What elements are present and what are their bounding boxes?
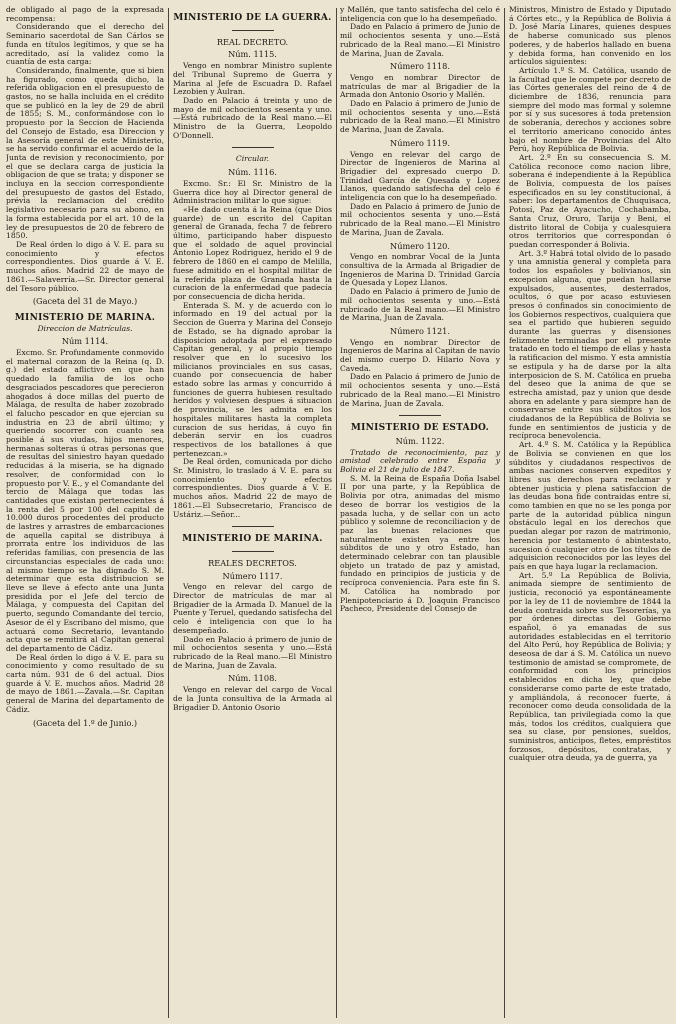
decree-number: Número 1117. xyxy=(222,570,283,581)
separator-rule xyxy=(232,526,274,527)
separator-rule xyxy=(232,30,274,31)
separator-rule xyxy=(232,551,274,552)
paragraph: Dado en Palacio á treinta y uno de mayo de mil ochocientos sesenta y uno.—Está rubricado de la Real mano.—El Ministro de la Guerra, Leopoldo O'Donnell. xyxy=(173,95,332,140)
paragraph: Dado en Palacio á primero de Junio de mil ochocientos sesenta y uno.—Está rubricado de la Real mano.—El Ministro de Marina, Juan de Zavala. xyxy=(340,22,500,58)
caption-line: (Gaceta del 31 de Mayo.) xyxy=(32,296,138,307)
paragraph: Vengo en nombrar Director de matrículas de mar al Brigadier de la Armada don Antonio Osorio y Mallén. xyxy=(340,72,500,100)
paragraph: Considerando, finalmente, que si bien ha figurado, como queda dicho, la referida obligacion en el presupuesto de gastos, no se halla incluida en el crédito que se publicó en la ley de 29 de abril de 1855; S. M., conformándose con lo propuesto por la Seccion de Hacienda del Consejo de Estado, esa Direccion y la Asesoría general de este Ministerio, se ha servido confirmar el acuerdo de la Junta de revision y reconocimiento, por el que se declara carga de justicia la obligacion de que se trata; y disponer se incluya en la seccion correspondiente del presupuesto de gastos del Estado, prévia la reclamacion del crédito legislativo necesario para su abono, en la forma establecida por el art. 10 de la ley de presupuestos de 20 de febrero de 1850. xyxy=(6,65,164,241)
paragraph: Art. 4.º S. M. Católica y la República de Bolivia se convienen en que los súbditos y ciudadanos respectivos de ambas naciones conserven expeditos y libres sus derechos para reclamar y obtener justicia y plena satisfaccion de las deudas bona fide contraidas entre sí, como tambien en que no se les ponga por parte de la autoridad pública ningun obstáculo legal en los derechos que puedan alegar por razon de matrimonio, herencia por testamento ó abintestato, sucesion ó cualquier otro de los títulos de adquisicion reconocidos por las leyes del país en que haya lugar la reclamacion. xyxy=(509,440,671,571)
section-heading: MINISTERIO DE MARINA. xyxy=(182,534,323,545)
decree-number: Núm. 1122. xyxy=(395,435,445,446)
paragraph: Vengo en nombrar Director de Ingenieros de Marina al Capitan de navío del mismo cuerpo D. Hilario Nova y Caveda. xyxy=(340,337,500,373)
paragraph: Dado en Palacio á primero de Junio de mil ochocientos sesenta y uno.—Está rubricado de la Real mano.—El Ministro de Marina, Juan de Zavala. xyxy=(340,372,500,408)
section-heading: MINISTERIO DE LA GUERRA. xyxy=(173,13,332,23)
paragraph: Excmo. Sr.: El Sr. Ministro de la Guerra dice hoy al Director general de Administracion militar lo que sigue: xyxy=(173,178,332,206)
paragraph: Enterada S. M. y de acuerdo con lo informado en 19 del actual por la Seccion de Guerra y Marina del Consejo de Estado, se ha dignado aprobar la disposicion adoptada por el expresado Capitan general, y al propio tiempo resolver que en lo sucesivo los milicianos provinciales en sus casas, cuando por consecuencia de haber estado sobre las armas y concurrido á funciones de guerra hubiesen resultado heridos y volviesen despues á situacion de provincia, se les admita en los hospitales militares hasta la completa curacion de sus heridas, á cuyo fin deberán servir en los cuadros respectivos de los batallones á que pertenezcan.» xyxy=(173,300,332,458)
section-subheading: Direccion de Matrículas. xyxy=(37,323,133,333)
paragraph: Art. 2.º En su consecuencia S. M. Católica reconoce como nacion libre, soberana é independiente á la República de Bolivia, compuesta de los países especificados en su ley constitucional, á saber: los departamentos de Chuquisaca, Potosí, Paz de Ayacucho, Cochabamba, Santa Cruz, Oruro, Tarija y Beni, el distrito litoral de Cobija y cualesquiera otros territorios que correspondan ó puedan corresponder á Bolivia. xyxy=(509,152,671,249)
section-subheading: Circular. xyxy=(235,154,270,164)
paragraph: Excmo. Sr. Profundamente conmovido el maternal corazon de la Reina (q. D. g.) del estado aflictivo en que han quedado la familia de los ocho desgraciados pescadores que perecieron ahogados á doce millas del puerto de Málaga, de resulta de haber zozobrado el falucho pescador en que ejercian su industria en 23 de abril último; y queriendo socorrer con cuanto sea posible á sus viudas, hijos menores, hermanas solteras ú otras personas que de resultas del siniestro hayan quedado reducidas á la miseria, se ha dignado resolver, de conformidad con lo propuesto por V. E., y el Comandante del tercio de Málaga que todas las cantidades que existan pertenecientes á la renta del 5 por 100 del capital de 10.000 duros procedentes del producto de lastres y arrastres de embarcaciones de aquella capital se distribuya á prorrata entre los individuos de las referidas familias, con presencia de las circunstancias especiales de cada uno: al mismo tiempo se ha dignado S. M. determinar que esta distribucion se lleve se lleve á efecto ante una Junta presidida por el Jefe del tercio de Málaga, y compuesta del Capitan del puerto, segundo Comandante del tercio, Asesor de él y Escribano del mismo, que actuará como Secretario, levantando acta que se remitirá al Capitan general del departamento de Cádiz. xyxy=(6,348,164,653)
paragraph: Vengo en nombrar Ministro suplente del Tribunal Supremo de Guerra y Marina al Jefe de Escuadra D. Rafael Lezobien y Aulran. xyxy=(173,61,332,97)
decree-number: Número 1119. xyxy=(390,137,450,148)
paragraph: Dado en Palacio á primero de Junio de mil ochocientos sesenta y uno.—Está rubricado de la Real mano.—El Ministro de Marina, Juan de Zavala. xyxy=(340,287,500,323)
decree-number: Número 1121. xyxy=(390,325,450,336)
separator-rule xyxy=(232,147,274,148)
paragraph: Dado en Palacio á primero de junio de mil ochocientos sesenta y uno.—Está rubricado de la Real mano.—El Ministro de Marina, Juan de Zavala. xyxy=(173,634,332,670)
paragraph: Dado en Palacio á primero de Junio de mil ochocientos sesenta y uno.—Está rubricado de la Real mano.—El Ministro de Marina, Juan de Zavala. xyxy=(340,201,500,237)
paragraph: Vengo en relevar del cargo de Director de matrículas de mar al Brigadier de la Armada D. Manuel de la Puente y Teruel, quedando satisfecha del celo é inteligencia con que lo ha desempeñado. xyxy=(173,582,332,635)
column-1 xyxy=(6,6,164,1020)
paragraph: Considerando que el derecho del Seminario sacerdotal de San Cárlos se funda en títulos legítimos, y que se ha acreditado, así la validez como la cuantía de esta carga: xyxy=(6,22,164,67)
column-4 xyxy=(509,6,671,1020)
paragraph: De Real órden lo digo á V. E. para su conocimiento y efectos correspondientes. Dios guarde á V. E. muchos años. Madrid 22 de mayo de 1861.—Salaverría.—Sr. Director general del Tesoro público. xyxy=(6,239,164,293)
section-heading: MINISTERIO DE ESTADO. xyxy=(350,423,490,434)
column-rule xyxy=(504,8,505,1018)
decree-number: Núm 1114. xyxy=(61,336,109,347)
caption-line: REAL DECRETO. xyxy=(216,36,289,47)
section-heading: MINISTERIO DE MARINA. xyxy=(14,312,156,323)
paragraph: Vengo en relevar del cargo de Vocal de la Junta consultiva de la Armada al Brigadier D. Antonio Osorio xyxy=(173,685,332,712)
paragraph: y Mallén, que tanto satisfecha del celo é inteligencia con que lo ha desempeñado. xyxy=(340,6,500,23)
paragraph: Vengo en relevar del cargo de Director de Ingenieros de Marina al Brigadier del expresado cuerpo D. Trinidad García de Quesada y Lopez Llanos, quedando satisfecha del celo é inteligencia con que lo ha desempeñado. xyxy=(340,149,500,203)
decree-number: Núm. 1116. xyxy=(228,167,277,178)
column-rule xyxy=(168,8,169,1018)
paragraph: Art. 5.º La República de Bolivia, animada siempre de sentimiento de justicia, reconoció ya espontáneamente por la ley de 11 de noviembre de 1844 la deuda contraida sobre sus Tesorerías, ya por órdenes directas del Gobierno español, ó ya emanadas de sus autoridades establecidas en el territorio del Alto Perú, hoy República de Bolivia; y deseosa de dar á S. M. Católica un nuevo testimonio de amistad se compromete, de conformidad con los principios establecidos en dicha ley, que debe considerarse como parte de este tratado, y ampliándola, á reconocer fuerte, á reconocer como deuda consolidada de la República, tan privilegiada como la que más, todos los créditos, cualquiera que sea su clase, por pensiones, sueldos, suministros, anticipos, fletes, empréstitos forzosos, depósitos, contratas, y cualquier otra deuda, ya de guerra, ya xyxy=(509,570,671,763)
paragraph: S. M. la Reina de España Doña Isabel II por una parte, y la República de Bolivia por otra, animadas del mismo deseo de borrar los vestigios de la pasada lucha, y de sellar con un acto público y solemne de reconciliacion y de paz las buenas relaciones que naturalmente existen ya entre los súbditos de uno y otro Estado, han determinado celebrar con tan plausible objeto un tratado de paz y amistad, fundado en principios de justicia y de recíproca conveniencia. Para este fin S. M. Católica ha nombrado por Plenipotenciario á D. Joaquin Francisco Pacheco, Presidente del Consejo de xyxy=(340,473,500,614)
column-rule xyxy=(336,8,337,1018)
column-3 xyxy=(340,6,500,1020)
paragraph: De Real órden lo digo á V. E. para su conocimiento y como resultado de su carta núm. 931 de 6 del actual. Dios guarde á V. E. muchos años. Madrid 28 de mayo de 1861.—Zavala.—Sr. Capitan general de Marina del departamento de Cádiz. xyxy=(6,652,164,714)
caption-line: REALES DECRETOS. xyxy=(208,557,297,568)
caption-line: (Gaceta del 1.º de Junio.) xyxy=(32,717,138,728)
paragraph: de obligado al pago de la expresada recompensa: xyxy=(6,6,164,23)
paragraph: De Real órden, comunicada por dicho Sr. Ministro, lo traslado á V. E. para su conocimiento y efectos correspondientes. Dios guarde á V. E. muchos años. Madrid 22 de mayo de 1861.—El Subsecretario, Francisco de Ustáriz.—Señor... xyxy=(173,457,332,519)
paragraph: Vengo en nombrar Vocal de la Junta consultiva de la Armada al Brigadier de Ingenieros de Marina D. Trinidad García de Quesada y Lopez Llanos. xyxy=(340,252,500,288)
separator-rule xyxy=(399,415,441,416)
column-2 xyxy=(173,6,332,1020)
paragraph: Dado en Palacio á primero de Junio de mil ochocientos sesenta y uno.—Está rubricado de la Real mano.—El Ministro de Marina, Juan de Zavala. xyxy=(340,99,500,135)
paragraph: «He dado cuenta á la Reina (que Dios guarde) de un escrito del Capitan general de Granada, fecha 7 de febrero último, participando haber dispuesto que el soldado de aquel provincial Antonio Lopez Rodriguez, herido el 9 de febrero de 1860 en el campo de Melilla, fuese admitido en el hospital militar de la referida plaza de Granada hasta la curacion de la enfermedad que padecía por consecuencia de dicha herida. xyxy=(173,204,332,301)
decree-number: Número 1118. xyxy=(390,61,450,72)
paragraph: Ministros, Ministro de Estado y Diputado á Córtes etc., y la República de Bolivia á D. José María Linares, quienes despues de haberse comunicado sus plenos poderes, y de haberlos hallado en buena y debida forma, han convenido en los artículos siguientes: xyxy=(509,6,671,67)
decree-number: Núm. 1108. xyxy=(228,673,277,684)
decree-number: Número 1120. xyxy=(390,240,450,251)
treaty-title: Tratado de reconocimiento, paz y amistad celebrado entre España y Bolivia el 21 de julio de 1847. xyxy=(340,447,500,475)
paragraph: Art. 3.º Habrá total olvido de lo pasado y una amnistía general y completa para todos los españoles y bolivianos, sin excepcion alguna, que puedan hallarse expulsados, ausentes, desterrados, ocultos, ó que por acaso estuviesen presos ó confinados sin conocimiento de los Gobiernos respectivos, cualquiera que sea el partido que hubieren seguido durante las guerras y disensiones felizmente terminadas por el presente tratado en todo el tiempo de ellas y hasta la ratificacion del mismo. Y esta amnistía se estipula y ha de darse por la alta interposicion de S. M. Católica en prueba del deseo que la anima de que se estrecha amistad, paz y union que desde ahora en adelante y para siempre han de conservarse entre sus súbditos y los ciudadanos de la República de Bolivia se funde en sentimientos de justicia y de recíproca benevolencia. xyxy=(509,248,671,441)
decree-number: Núm. 1115. xyxy=(228,49,277,60)
paragraph: Artículo 1.º S. M. Católica, usando de la facultad que le compete por decreto de las Córtes generales del reino de 4 de diciembre de 1836, renuncia para siempre del modo mas formal y solemne por sí y sus sucesores á toda pretension de soberanía, derechos y acciones sobre el territorio americano conocido ántes bajo el nombre de Provincias del Alto Perú, hoy República de Bolivia. xyxy=(509,65,671,154)
